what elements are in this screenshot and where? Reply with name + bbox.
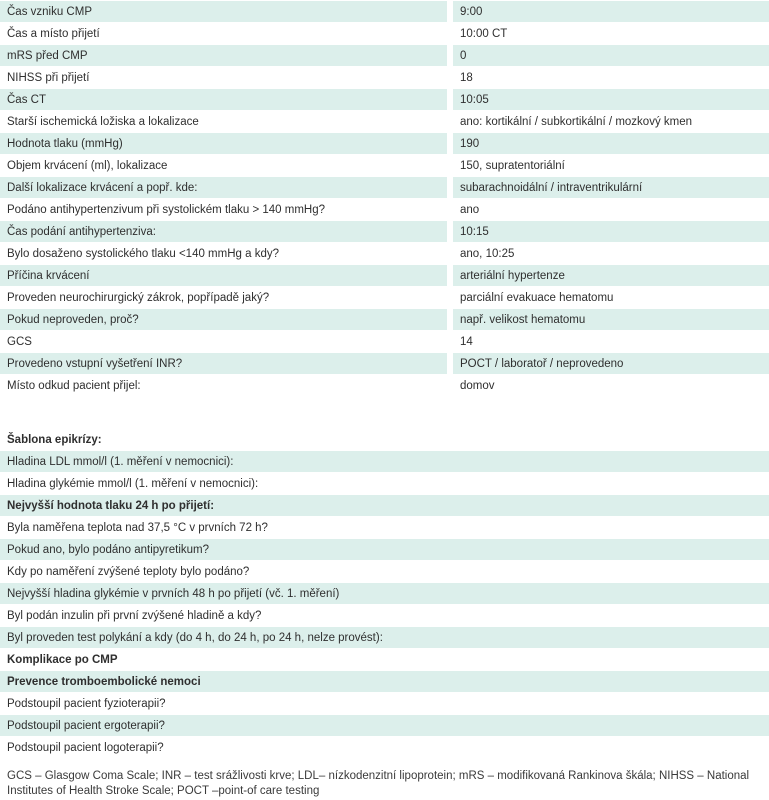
row-value: 10:15	[453, 221, 769, 242]
row-value: parciální evakuace hematomu	[453, 287, 769, 308]
table-row	[0, 308, 769, 330]
template-row: Nejvyšší hladina glykémie v prvních 48 h po přijetí (vč. 1. měření)	[0, 582, 769, 604]
row-value: 10:00 CT	[453, 23, 769, 44]
row-label: Hodnota tlaku (mmHg)	[0, 133, 447, 154]
template-row: Hladina glykémie mmol/l (1. měření v nemocnici):	[0, 472, 769, 494]
row-label: GCS	[0, 331, 447, 352]
row-label: Čas a místo přijetí	[0, 23, 447, 44]
table-row	[0, 242, 769, 264]
row-label: Čas vzniku CMP	[0, 1, 447, 22]
section-heading: Komplikace po CMP	[0, 648, 769, 670]
template-row: Byl podán inzulin při první zvýšené hladině a kdy?	[0, 604, 769, 626]
table-row	[0, 66, 769, 88]
table-row	[0, 154, 769, 176]
table-row	[0, 44, 769, 66]
row-label: Proveden neurochirurgický zákrok, popřípadě jaký?	[0, 287, 447, 308]
row-label: Pokud neproveden, proč?	[0, 309, 447, 330]
table-row	[0, 330, 769, 352]
template-row: Podstoupil pacient logoterapii?	[0, 736, 769, 758]
template-row: Byla naměřena teplota nad 37,5 °C v prvních 72 h?	[0, 516, 769, 538]
table-row	[0, 198, 769, 220]
template-row: Podstoupil pacient ergoterapii?	[0, 714, 769, 736]
row-label: Čas podání antihypertenziva:	[0, 221, 447, 242]
table-row	[0, 132, 769, 154]
table-row	[0, 374, 769, 396]
row-label: Starší ischemická ložiska a lokalizace	[0, 111, 447, 132]
section-heading: Prevence tromboembolické nemoci	[0, 670, 769, 692]
row-label: Příčina krvácení	[0, 265, 447, 286]
table-row	[0, 0, 769, 22]
row-label: Podáno antihypertenzivum při systolickém tlaku > 140 mmHg?	[0, 199, 447, 220]
row-label: Místo odkud pacient přijel:	[0, 375, 447, 396]
table-row	[0, 176, 769, 198]
row-value: ano	[453, 199, 769, 220]
row-value: 14	[453, 331, 769, 352]
row-value: ano: kortikální / subkortikální / mozkový kmen	[453, 111, 769, 132]
section-heading: Nejvyšší hodnota tlaku 24 h po přijetí:	[0, 494, 769, 516]
row-value: 9:00	[453, 1, 769, 22]
table-row	[0, 88, 769, 110]
row-label: NIHSS při přijetí	[0, 67, 447, 88]
table-row	[0, 264, 769, 286]
row-value: 0	[453, 45, 769, 66]
row-label: Provedeno vstupní vyšetření INR?	[0, 353, 447, 374]
row-value: domov	[453, 375, 769, 396]
row-label: Čas CT	[0, 89, 447, 110]
row-value: 190	[453, 133, 769, 154]
row-value: 10:05	[453, 89, 769, 110]
row-label: mRS před CMP	[0, 45, 447, 66]
template-row: Podstoupil pacient fyzioterapii?	[0, 692, 769, 714]
row-label: Bylo dosaženo systolického tlaku <140 mmHg a kdy?	[0, 243, 447, 264]
row-value: ano, 10:25	[453, 243, 769, 264]
epicrisis-template-table	[0, 428, 769, 758]
template-row: Kdy po naměření zvýšené teploty bylo podáno?	[0, 560, 769, 582]
template-row: Hladina LDL mmol/l (1. měření v nemocnici):	[0, 450, 769, 472]
row-label: Objem krvácení (ml), lokalizace	[0, 155, 447, 176]
template-row: Byl proveden test polykání a kdy (do 4 h, do 24 h, po 24 h, nelze provést):	[0, 626, 769, 648]
row-value: 150, supratentoriální	[453, 155, 769, 176]
row-value: 18	[453, 67, 769, 88]
table-row	[0, 22, 769, 44]
row-value: arteriální hypertenze	[453, 265, 769, 286]
template-row: Pokud ano, bylo podáno antipyretikum?	[0, 538, 769, 560]
table-row	[0, 220, 769, 242]
abbreviations-footnote: GCS – Glasgow Coma Scale; INR – test srážlivosti krve; LDL– nízkodenzitní lipoprotein; mRS – modifikovaná Rankinova škála; NIHSS – National Institutes of Health Stroke Scale; POCT –point-of care testing	[7, 770, 750, 797]
row-value: např. velikost hematomu	[453, 309, 769, 330]
table-row	[0, 286, 769, 308]
row-value: subarachnoidální / intraventrikulární	[453, 177, 769, 198]
table-row	[0, 352, 769, 374]
row-label: Další lokalizace krvácení a popř. kde:	[0, 177, 447, 198]
section-heading: Šablona epikrízy:	[0, 428, 769, 450]
table-row	[0, 110, 769, 132]
case-data-table	[0, 0, 769, 396]
row-value: POCT / laboratoř / neprovedeno	[453, 353, 769, 374]
